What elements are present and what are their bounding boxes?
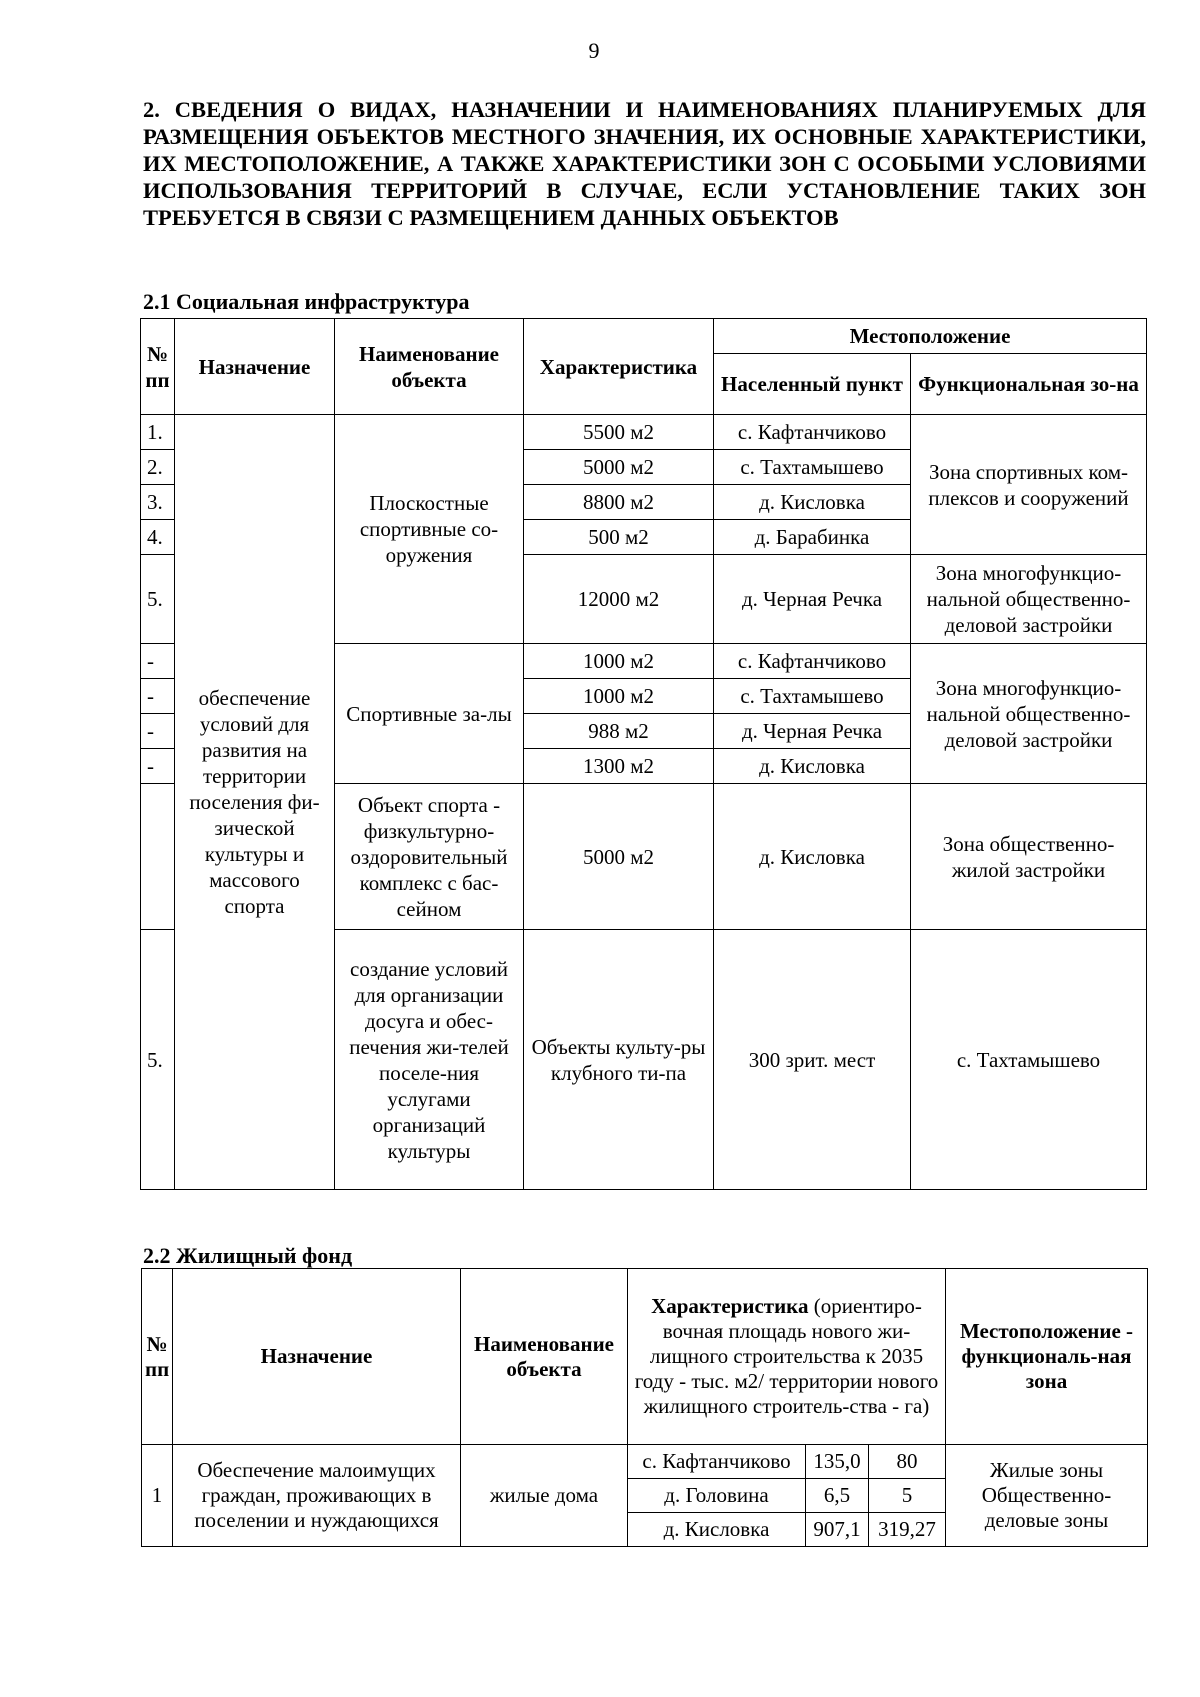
- settlement: с. Тахтамышево: [714, 450, 911, 485]
- area: 135,0: [806, 1445, 869, 1479]
- name-sport-complex: Объект спорта - физкультурно-оздоровительный комплекс с бас-сейном: [335, 784, 524, 930]
- characteristic: 500 м2: [524, 520, 714, 555]
- row-num: -: [141, 714, 175, 749]
- header-num: № пп: [141, 319, 175, 415]
- row-num: 1.: [141, 415, 175, 450]
- characteristic: 988 м2: [524, 714, 714, 749]
- header-name: Наименование объекта: [461, 1269, 628, 1445]
- zone-sport: Зона спортивных ком-плексов и сооружений: [911, 415, 1147, 555]
- header-name: Наименование объекта: [335, 319, 524, 415]
- characteristic: 5500 м2: [524, 415, 714, 450]
- row-num: 4.: [141, 520, 175, 555]
- settlement: д. Черная Речка: [714, 714, 911, 749]
- header-zone: Функциональная зо-на: [911, 354, 1147, 415]
- characteristic: 12000 м2: [524, 555, 714, 644]
- object-name: жилые дома: [461, 1445, 628, 1547]
- row-num: [141, 784, 175, 930]
- characteristic: 5000 м2: [524, 784, 714, 930]
- settlement: с. Тахтамышево: [911, 930, 1147, 1190]
- page-number: 9: [588, 38, 600, 63]
- characteristic: 300 зрит. мест: [714, 930, 911, 1190]
- header-location: Местоположение: [714, 319, 1147, 354]
- settlement: д. Кисловка: [714, 784, 911, 930]
- header-purpose: Назначение: [173, 1269, 461, 1445]
- area: 6,5: [806, 1479, 869, 1513]
- territory: 5: [869, 1479, 946, 1513]
- housing-table: [141, 1268, 1148, 1547]
- characteristic: 8800 м2: [524, 485, 714, 520]
- row-num: 1: [142, 1445, 173, 1547]
- row-num: 3.: [141, 485, 175, 520]
- header-settlement: Населенный пункт: [714, 354, 911, 415]
- row-num: 2.: [141, 450, 175, 485]
- section2-title: 2.2 Жилищный фонд: [143, 1243, 353, 1268]
- territory: 319,27: [869, 1513, 946, 1547]
- row-num: -: [141, 679, 175, 714]
- settlement: с. Кафтанчиково: [714, 415, 911, 450]
- settlement: с. Кафтанчиково: [714, 644, 911, 679]
- characteristic: 1000 м2: [524, 644, 714, 679]
- name-flat-facilities: Плоскостные спортивные со-оружения: [335, 415, 524, 644]
- settlement: д. Кисловка: [714, 485, 911, 520]
- header-location: Местоположение - функциональ-ная зона: [946, 1269, 1148, 1445]
- settlement: д. Кисловка: [714, 749, 911, 784]
- area: 907,1: [806, 1513, 869, 1547]
- header-characteristic-description: (ориентиро-вочная площадь нового жи-лищного строительства к 2035 году - тыс. м2/ территории нового жилищного строитель-ства - га): [634, 1294, 939, 1418]
- characteristic: 1000 м2: [524, 679, 714, 714]
- header-characteristic-title: Характеристика: [651, 1294, 809, 1318]
- row-num: 5.: [141, 555, 175, 644]
- settlement: д. Головина: [628, 1479, 806, 1513]
- settlement: д. Черная Речка: [714, 555, 911, 644]
- zone-multifunctional: Зона многофункцио-нальной общественно-деловой застройки: [911, 555, 1147, 644]
- header-purpose: Назначение: [175, 319, 335, 415]
- row-num: -: [141, 749, 175, 784]
- settlement: д. Кисловка: [628, 1513, 806, 1547]
- section-heading: 2. СВЕДЕНИЯ О ВИДАХ, НАЗНАЧЕНИИ И НАИМЕНОВАНИЯХ ПЛАНИРУЕМЫХ ДЛЯ РАЗМЕЩЕНИЯ ОБЪЕКТОВ МЕСТНОГО ЗНАЧЕНИЯ, ИХ ОСНОВНЫЕ ХАРАКТЕРИСТИКИ, ИХ МЕСТОПОЛОЖЕНИЕ, А ТАКЖЕ ХАРАКТЕРИСТИКИ ЗОН С ОСОБЫМИ УСЛОВИЯМИ ИСПОЛЬЗОВАНИЯ ТЕРРИТОРИЙ В СЛУЧАЕ, ЕСЛИ УСТАНОВЛЕНИЕ ТАКИХ ЗОН ТРЕБУЕТСЯ В СВЯЗИ С РАЗМЕЩЕНИЕМ ДАННЫХ ОБЪЕКТОВ: [143, 97, 1146, 230]
- settlement: с. Тахтамышево: [714, 679, 911, 714]
- header-characteristic: Характеристика: [524, 319, 714, 415]
- table-row: [141, 415, 1147, 450]
- row-num: -: [141, 644, 175, 679]
- header-characteristic: [628, 1269, 946, 1445]
- characteristic: 5000 м2: [524, 450, 714, 485]
- zone-multifunctional: Зона многофункцио-нальной общественно-деловой застройки: [911, 644, 1147, 784]
- name-club-objects: Объекты культу-ры клубного ти-па: [524, 930, 714, 1190]
- header-num: № пп: [142, 1269, 173, 1445]
- settlement: с. Кафтанчиково: [628, 1445, 806, 1479]
- purpose-sport: обеспечение условий для развития на территории поселения фи-зической культуры и массового спорта: [175, 415, 335, 1190]
- purpose-culture: создание условий для организации досуга и обес-печения жи-телей поселе-ния услугами организаций культуры: [335, 930, 524, 1190]
- name-sport-halls: Спортивные за-лы: [335, 644, 524, 784]
- row-num: 5.: [141, 930, 175, 1190]
- purpose: Обеспечение малоимущих граждан, проживающих в поселении и нуждающихся: [173, 1445, 461, 1547]
- settlement: д. Барабинка: [714, 520, 911, 555]
- table-row: [142, 1445, 1148, 1479]
- characteristic: 1300 м2: [524, 749, 714, 784]
- zone-public-residential: Зона общественно-жилой застройки: [911, 784, 1147, 930]
- territory: 80: [869, 1445, 946, 1479]
- location-zones: Жилые зоны Общественно-деловые зоны: [946, 1445, 1148, 1547]
- section1-title: 2.1 Социальная инфраструктура: [143, 289, 470, 314]
- social-infrastructure-table: [140, 318, 1147, 1190]
